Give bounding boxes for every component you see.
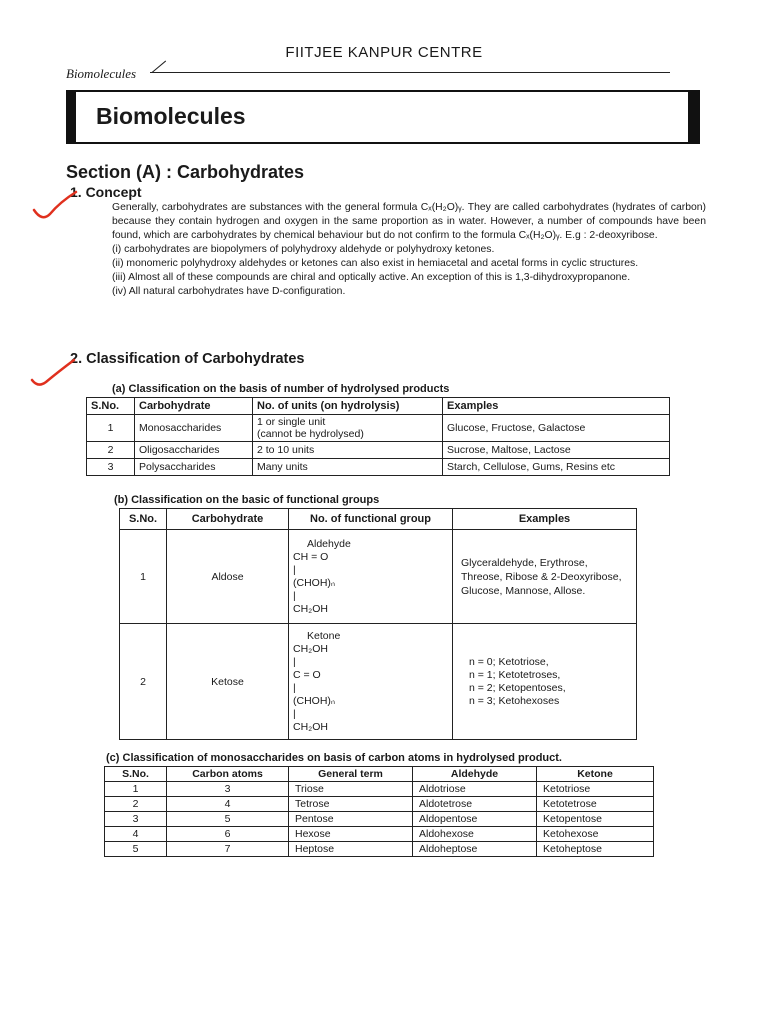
formula-line: |	[293, 563, 296, 576]
header-cell: General term	[289, 767, 413, 782]
table-cell: Polysaccharides	[135, 459, 253, 476]
table-cell: Tetrose	[289, 797, 413, 812]
table-cell: 3	[105, 812, 167, 827]
header-cell: No. of functional group	[289, 509, 453, 530]
header-cell: Examples	[453, 509, 637, 530]
table-a-caption: (a) Classification on the basis of number of hydrolysed products	[112, 383, 450, 395]
formula-line: (CHOH)ₙ	[293, 694, 336, 707]
formula-line: |	[293, 655, 296, 668]
table-cell: Ketotriose	[537, 782, 654, 797]
table-cell: 7	[167, 842, 289, 857]
table-cell: 2	[87, 442, 135, 459]
table-cell: 4	[167, 797, 289, 812]
table-cell: Hexose	[289, 827, 413, 842]
table-cell: Heptose	[289, 842, 413, 857]
table-row	[105, 782, 654, 797]
table-row	[87, 442, 670, 459]
table-cell: Pentose	[289, 812, 413, 827]
functional-group-cell	[289, 530, 453, 624]
header-cell: Carbohydrate	[135, 398, 253, 415]
table-cell: Glyceraldehyde, Erythrose, Threose, Ribose & 2-Deoxyribose, Glucose, Mannose, Allose.	[453, 530, 637, 624]
table-cell: Triose	[289, 782, 413, 797]
table-header-row	[120, 509, 637, 530]
page-title: Biomolecules	[96, 103, 246, 129]
formula-line: CH = O	[293, 550, 329, 563]
table-cell: Aldopentose	[413, 812, 537, 827]
table-cell: 1	[120, 530, 167, 624]
table-row	[105, 827, 654, 842]
formula-line: CH₂OH	[293, 602, 328, 615]
header-cell: S.No.	[87, 398, 135, 415]
table-row	[120, 530, 637, 624]
classification-heading: 2. Classification of Carbohydrates	[70, 351, 305, 367]
functional-group-table	[119, 508, 637, 740]
table-row	[105, 842, 654, 857]
title-bar-left	[66, 90, 76, 144]
table-cell: Ketohexose	[537, 827, 654, 842]
concept-heading: 1. Concept	[70, 184, 142, 200]
table-cell: 3	[87, 459, 135, 476]
carbon-atoms-table	[104, 766, 654, 857]
table-cell: Ketopentose	[537, 812, 654, 827]
table-cell: Ketotetrose	[537, 797, 654, 812]
check-mark-icon	[30, 188, 80, 228]
table-cell: 5	[167, 812, 289, 827]
group-title: Ketone	[307, 629, 341, 642]
header-cell: Aldehyde	[413, 767, 537, 782]
hydrolysis-table	[86, 397, 670, 476]
example-line: n = 0; Ketotriose,	[469, 655, 549, 668]
formula-line: C = O	[293, 668, 321, 681]
running-title: Biomolecules	[66, 66, 137, 81]
concept-point: (ii) monomeric polyhydroxy aldehydes or ketones can also exist in hemiacetal and acetal forms in cyclic structures.	[112, 258, 639, 269]
header-cell: S.No.	[120, 509, 167, 530]
table-cell: Many units	[253, 459, 443, 476]
concept-paragraph: Generally, carbohydrates are substances with the general formula Cₓ(H₂O)ᵧ. They are called carbohydrates (hydrates of carbon) because they contain hydrogen and oxygen in the same proportion as in water. However, a number of compounds have been found, which are carbohydrates by chemical behaviour but do not confirm to the formula Cₓ(H₂O)ᵧ. E.g : 2-deoxyribose.	[112, 202, 706, 241]
header-cell: Examples	[443, 398, 670, 415]
table-cell: Glucose, Fructose, Galactose	[443, 415, 670, 442]
table-cell: Aldotetrose	[413, 797, 537, 812]
formula-line: |	[293, 707, 296, 720]
table-cell: Ketoheptose	[537, 842, 654, 857]
table-cell: 3	[167, 782, 289, 797]
table-cell: 5	[105, 842, 167, 857]
title-bar-right	[688, 90, 700, 144]
example-line: n = 2; Ketopentoses,	[469, 681, 566, 694]
table-cell: Monosaccharides	[135, 415, 253, 442]
concept-point: (iv) All natural carbohydrates have D-configuration.	[112, 286, 346, 297]
table-cell: Ketose	[167, 624, 289, 740]
table-cell: 2	[120, 624, 167, 740]
table-header-row	[87, 398, 670, 415]
formula-line: |	[293, 681, 296, 694]
formula-line: CH₂OH	[293, 642, 328, 655]
table-cell: Aldotriose	[413, 782, 537, 797]
header-cell: Carbohydrate	[167, 509, 289, 530]
table-cell: Oligosaccharides	[135, 442, 253, 459]
header-cell: Carbon atoms	[167, 767, 289, 782]
table-c-caption: (c) Classification of monosaccharides on basis of carbon atoms in hydrolysed product.	[106, 752, 562, 764]
table-cell: Aldohexose	[413, 827, 537, 842]
table-row	[105, 812, 654, 827]
table-cell: 2 to 10 units	[253, 442, 443, 459]
examples-cell	[453, 624, 637, 740]
header-rule	[150, 72, 670, 73]
table-row	[105, 797, 654, 812]
header-cell: Ketone	[537, 767, 654, 782]
institute-header: FIITJEE KANPUR CENTRE	[285, 44, 483, 61]
concept-point: (iii) Almost all of these compounds are chiral and optically active. An exception of this is 1,3-dihydroxypropanone.	[112, 272, 631, 283]
check-mark-icon	[28, 356, 78, 394]
table-cell: Aldoheptose	[413, 842, 537, 857]
table-row	[120, 624, 637, 740]
table-cell: 6	[167, 827, 289, 842]
table-header-row	[105, 767, 654, 782]
example-line: n = 1; Ketotetroses,	[469, 668, 561, 681]
concept-point: (i) carbohydrates are biopolymers of polyhydroxy aldehyde or polyhydroxy ketones.	[112, 244, 495, 255]
table-cell: 4	[105, 827, 167, 842]
table-cell: 1 or single unit (cannot be hydrolysed)	[253, 415, 443, 442]
formula-line: (CHOH)ₙ	[293, 576, 336, 589]
table-cell: 2	[105, 797, 167, 812]
formula-line: CH₂OH	[293, 720, 328, 733]
functional-group-cell	[289, 624, 453, 740]
header-cell: S.No.	[105, 767, 167, 782]
table-b-caption: (b) Classification on the basic of functional groups	[114, 494, 380, 506]
table-cell: Sucrose, Maltose, Lactose	[443, 442, 670, 459]
header-cell: No. of units (on hydrolysis)	[253, 398, 443, 415]
table-cell: Starch, Cellulose, Gums, Resins etc	[443, 459, 670, 476]
table-cell: Aldose	[167, 530, 289, 624]
table-cell: 1	[87, 415, 135, 442]
table-row	[87, 415, 670, 442]
section-title: Section (A) : Carbohydrates	[66, 162, 305, 182]
formula-line: |	[293, 589, 296, 602]
group-title: Aldehyde	[307, 537, 351, 550]
table-row	[87, 459, 670, 476]
example-line: n = 3; Ketohexoses	[469, 694, 560, 707]
concept-text	[112, 201, 706, 299]
table-cell: 1	[105, 782, 167, 797]
